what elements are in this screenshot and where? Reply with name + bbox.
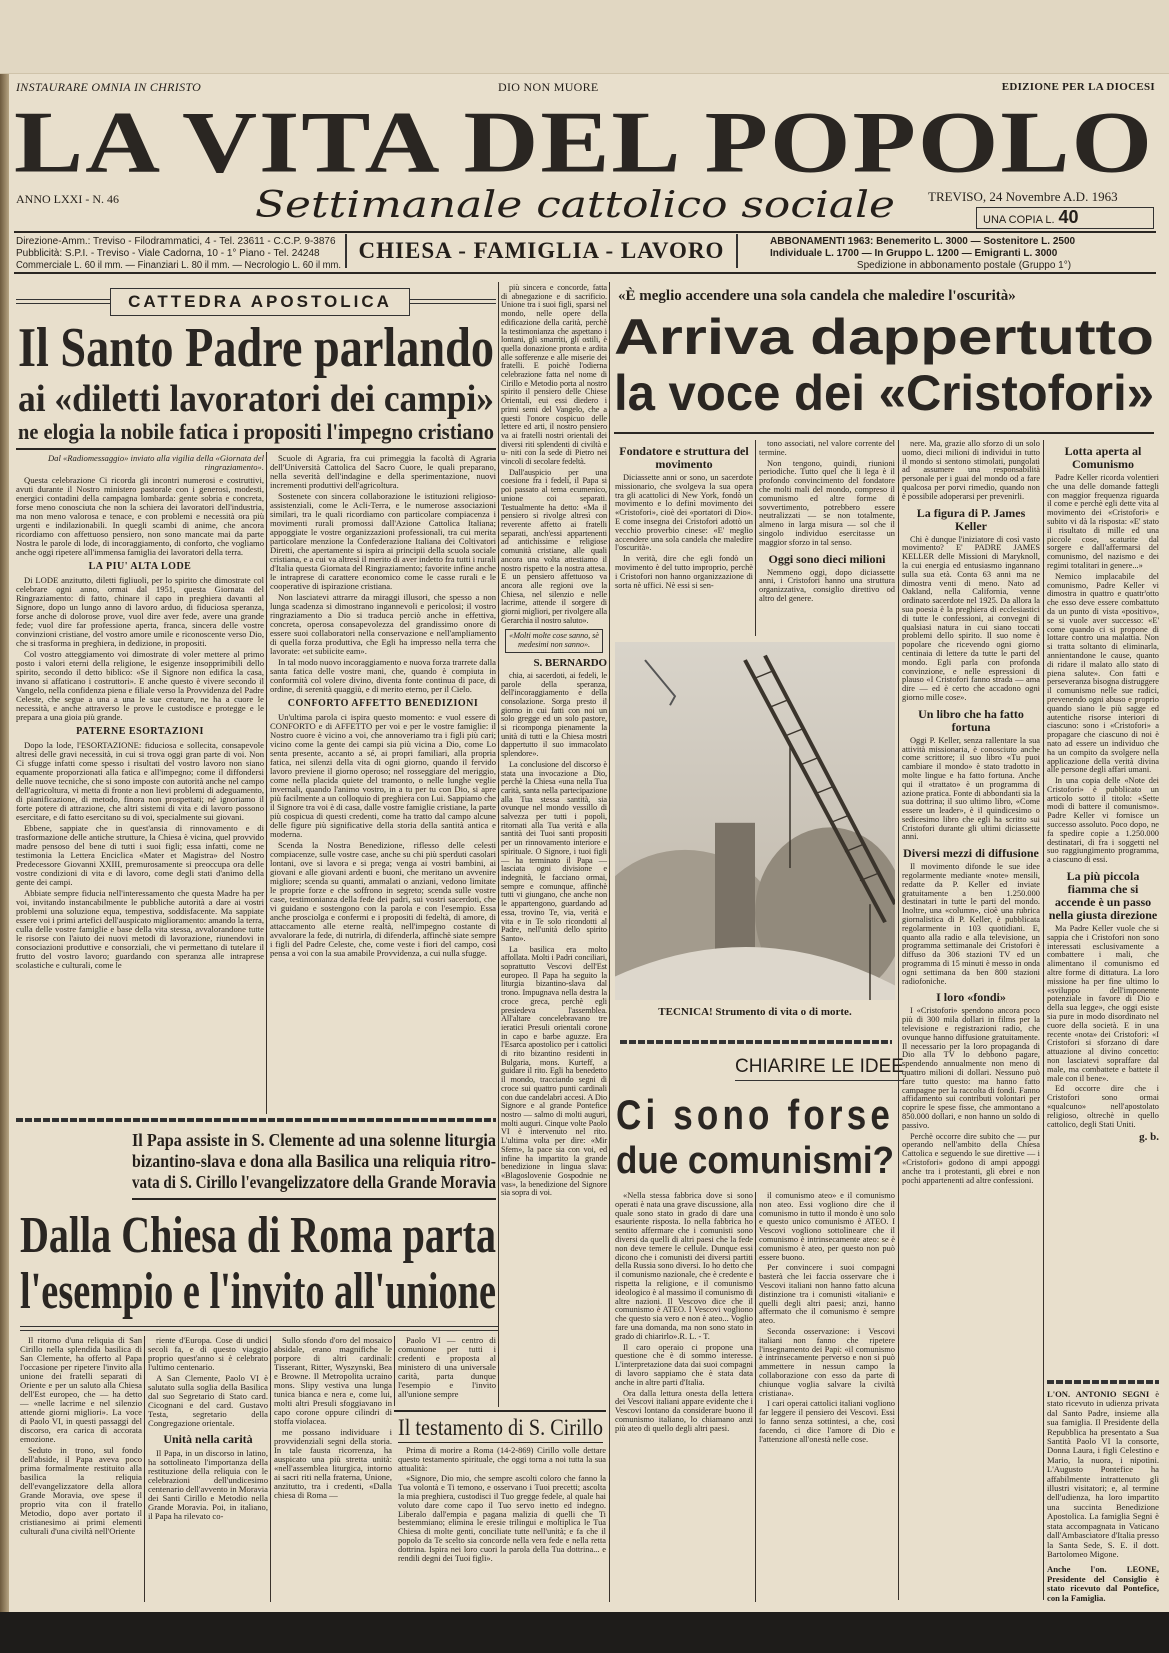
paragraph: La conclusione del discorso è stata una invocazione a Dio, perchè la Chiesa «una nella Tua carità, santa nella partecipazione alla Tua stessa santità, sia ovunque nel mondo vessillo di salvezza per tutti i popoli, ritornati alla Tua verità e alla santità dei Tuoi santi propositi per un rinnovamento interiore e spirituale. O Signore, i tuoi figli — ha terminato il Papa — lasciata ogni divisione e indegnità, le facciano ormai, sempre e comunque, affinchè tutti vi giungano, che anche non le appartengono, guardando ad essa, trovino Te, via, verità e vita e in Te solo ricondotti al Padre, nell'unità dello spirito Santo». <box>501 759 607 943</box>
cristofori-headline-2: la voce dei «Cristofori» <box>614 365 1154 421</box>
column-rule <box>394 1336 395 1406</box>
paragraph: Seconda osservazione: i Vescovi italiani non fanno che ripetere l'insegnamento dei Papi: «il comunismo è intrinsecamente perverso e non si può ammettere in nessun campo la collaborazione con esso da parte di chiunque voglia salvare la civiltà cristiana». <box>759 1326 895 1398</box>
dateline: TREVISO, 24 Novembre A.D. 1963 <box>928 189 1118 204</box>
paragraph: Di LODE anzitutto, diletti figliuoli, per lo spirito che dimostrate col celebrare ogni anno, ormai dal 1951, questa Giornata del Ringraziamento: di fatto, chinare il capo in preghiera davanti al Signore, dopo un lungo anno di lavoro arduo, di fiduciosa speranza, forse anche di dolorose prove, vuol dire aver fede, avere una grande fede; vuol dire far professione aperta, franca, sincera delle vostre convinzioni cristiane, del vostro amore umile e riconoscente verso Dio, che si trasforma in preghiera, in dedizione, in propositi. <box>16 575 264 648</box>
paragraph: Il Papa, in un discorso in latino, ha sottolineato l'importanza della restituzione della reliquia con le celebrazioni dell'undicesimo centenario dell'avvento in Moravia dei Santi Cirillo e Metodio nella Grande Moravia. Poi, in italiano, il Papa ha rilevato co- <box>148 1448 268 1521</box>
paragraph: Prima di morire a Roma (14-2-869) Cirillo volle dettare questo testamento spirituale, che oggi torna a noi tutta la sua attualità: <box>398 1446 606 1473</box>
section-kicker: CATTEDRA APOSTOLICA <box>110 288 410 316</box>
divider <box>16 448 496 450</box>
paragraph: più sincera e concorde, fatta di abnegazione e di sacrificio. Unione tra i suoi figli, sparsi nel mondo, nelle opere della edificazione della carità, perchè la testimonianza che aspettano i lontani, gli smarriti, gli ostili, è quella donazione pronta e ardita alle sofferenze e alle miserie dei fratelli. E poichè l'odierna celebrazione fatta nel nome di Cirillo e Metodio porta al nostro spirito il pensiero delle Chiese Orientali, eui essi diedero i primi semi del Vangelo, che a questi l'onore cospicuo delle lettere ed arti, il nostro pensiero va ai fratelli nostri orientali dei diversi riti splendenti di civiltà e u- niti con la sede di Pietro nei vincoli di secolare fedeltà. <box>501 283 607 467</box>
price-box <box>976 207 1154 229</box>
lead-headline: Il Santo Padre parlando <box>18 317 494 379</box>
box-text: «Molti molte cose sanno, sè medesimi non sanno». <box>505 629 603 652</box>
paragraph: Abbiate sempre fiducia nell'interessamento che questa Madre ha per voi, invitando instancabilmente le pubbliche autorità a dare ai vostri problemi una soluzione equa, tempestiva, soddisfacente. Ma sappiate essere voi i primi artefici dell'auspicato miglioramento: amando la terra, culla delle vostre famiglie e base della vita stessa, avvalorandone tutte le risorse con l'aiuto dei nuovi metodi di lavorazione, riunendovi in consociazioni produttive e consorziali, che vi permettano di tutelare il frutto del vostro lavoro; guardando con speranza alle intraprese scolastiche e culturali, come le <box>16 888 264 970</box>
paragraph: Diciassette anni or sono, un sacerdote missionario, che svolgeva la sua opera tra gli acattolici di New York, fondò un movimento e lo definì movimento dei «Cristofori», cioè dei «portatori di Dio». E come insegna dei Cristofori adottò un vecchio proverbio cinese: «E' meglio accendere una sola candela che maledire l'oscurità». <box>615 473 753 553</box>
subheading: LA PIU' ALTA LODE <box>88 561 192 572</box>
column-rule <box>609 282 610 1602</box>
paragraph: Questa celebrazione Ci ricorda gli incontri numerosi e costruttivi, avuti durante il Nostro ministero pastorale con i generosi, modesti, energici contadini della campagna lombarda: gente sobria e concreta, forse meno conosciuta che non la schiera dei lavoratori dell'industria, ma non meno valorosa e tenace, e con problemi e necessità ora più urgenti e indilazionabili. In quegli scambi di anime, che ancora ricordiamo con affettuoso pensiero, non sono mancate mai da parte Nostra le parole di lode, di incoraggiamento, di conforto, che vogliamo anche oggi ripetere all'immensa famiglia dei lavoratori della terra. <box>16 475 264 557</box>
moravia-deck <box>132 1130 496 1193</box>
publisher-info <box>16 236 341 272</box>
issue-number: ANNO LXXI - N. 46 <box>16 192 119 206</box>
technical-photo <box>615 642 895 1000</box>
cristofori-headline: Arriva dappertutto <box>614 309 1154 365</box>
subheading: Fondatore e struttura del movimento <box>619 444 749 471</box>
paragraph: I «Cristofori» spendono ancora poco più di 300 mila dollari in films per la televisione e registrazioni radio, che ovunque hanno diffusione gratuitamente. Il necessario per la loro propaganda di Dio alla TV lo debbono pagare, spendendo annualmente non meno di quattro milioni di dollari. Nessuno può fare tutto questo: ma hanno fatto campagne per la raccolta di fondi. Fanno affidamento sui contributi volontari per coprire le spese fisse, che ammontano a 850.000 dollari, e non hanno un soldo di passivo. <box>902 1006 1040 1130</box>
cristofori-column-4 <box>1047 440 1159 1146</box>
info-line: Pubblicità: S.P.I. - Treviso - Viale Cadorna, 10 - 1° Piano - Tel. 24248 <box>16 248 320 259</box>
paragraph: I cari operai cattolici italiani vogliono far leggere il pensiero dei Vescovi. Essi lo fanno senza sottintesi, a che, così facendo, ci dice l'amore di Dio e l'attenzione all'onestà nelle cose. <box>759 1399 895 1444</box>
subheading: La figura di P. James Keller <box>916 505 1026 533</box>
divider <box>1047 1380 1159 1384</box>
paragraph: Ma Padre Keller vuole che si sappia che i Cristofori non sono interessati esclusivamente a combattere i mali, che alimentano il comunismo ed altre forme di dittatura. La loro missione ha per fine ultimo lo «sviluppo dell'imponente potenziale in favore di Dio e della sua legge», che oggi esiste sia pure in modo disordinato nel cuore della società. E in una recente «nota» dei Cristofori: «I Cristofori si sforzano di dare attuazione al divino concetto: non lasciatevi sopraffare dal male, ma combattete e battete il male con il bene». <box>1047 924 1159 1083</box>
communism-column-1 <box>615 1192 753 1436</box>
motto-center: DIO NON MUORE <box>498 80 599 94</box>
lead-column-2 <box>270 454 496 960</box>
info-line: Individuale L. 1700 — In Gruppo L. 1200 — Emigranti L. 3000 <box>770 248 1058 259</box>
column-rule <box>498 282 499 1407</box>
paragraph: Non tengono, quindi, riunioni periodiche. Tutto quel che li lega è il profondo convincimento del fondatore che molti mali del mondo, compreso il comunismo ed altre forme di sovvertimento, potrebbero essere neutralizzati — se non totalmente, almeno in larga misura — sol che il singolo individuo esercitasse un maggior sforzo in tal senso. <box>759 458 895 547</box>
price-value: 40 <box>1058 207 1079 227</box>
paragraph: Scenda la Nostra Benedizione, riflesso delle celesti compiacenze, sulle vostre case, anche su chi più sperduti casolari lontani, ove si lavora e si prega; venga ai vostri bambini, ai giovani e alle giovani ardenti e buoni, che meritano un avvenire migliore; scenda su quanti, ammalati o anziani, vedono limitate le proprie forze e che soffrono in segreto; scenda sulle vostre case, testimonianza della fede dei padri, sui vostri sacerdoti, che vi guidano e sostengono con la parola e con l'esempio. Essa anche prosciolga e confermi e i propositi di fedeltà, di amore, di attaccamento alle eterne realtà, nell'impegno costante di avvalorare la fede, di nutrirla, di difenderla, affinchè siate sempre i figli del Padre Celeste, che, come veste i fiori del campo, così pensa a voi con la sua amabile Provvidenza, a cui nulla sfugge. <box>270 840 496 958</box>
cristofori-column-1 <box>615 440 753 592</box>
paragraph: il comunismo ateo» e il comunismo non ateo. Essi vogliono dire che il comunismo in tutto il mondo è uno solo e questo unico comunismo è ATEO. I Vescovi vogliono sottolineare che il comunismo è intrinsecamente ateo: se è comunismo è ateo, per questo non può essere buono. <box>759 1191 895 1262</box>
paragraph: Padre Keller ricorda volentieri che una delle domande fattegli con maggior frequenza riguarda il come e perchè egli dette vita al movimento dei «Cristofori» e subito vi dà la risposta: «E' stato il risultato di mille ed una piccole cose, scaturite dal sorgere e dall'affermarsi del comunismo, del nazismo e dei regimi totalitari in genere...» <box>1047 473 1159 570</box>
deck-line: vata di S. Cirillo l'evangelizzatore della Grande Moravia <box>132 1172 496 1192</box>
paragraph: Sullo sfondo d'oro del mosaico absidale, erano magnifiche le porpore di altri cardinali: Tisserant, Ritter, Wyszynski, Bea e Browne. Il Metropolita ucraino mons. Slipy vestiva una lunga tunica bianca e nera e, come lui, molti altri Presuli sfoggiavano in capo corone oppure cilindri di stoffa violacea. <box>274 1335 392 1426</box>
divider <box>16 1118 496 1122</box>
subheading: Diversi mezzi di diffusione <box>903 846 1039 861</box>
paragraph: Oggi P. Keller, senza rallentare la sua attività missionaria, è conosciuto anche come scrittore; il suo libro «Tu puoi cambiare il mondo» è stato tradotto in molte lingue e ha fatto fortuna. Anche qui il «trattato» è un programma di azione pratica. Fonte di abbondanti sia la sua dottrina; il suo ultimo libro, «Come essere un leader», è il quindicesimo o sedicesimo libro che egli ha scritto sui Cristofori durante gli ultimi diciassette anni. <box>902 735 1040 842</box>
paragraph: La basilica era molto affollata. Molti i Padri conciliari, soprattutto Vescovi dell'Est europeo. Il Papa ha seguito la liturgia bizantino-slava dal trono. Impugnava nella destra la croce greca, perchè egli presiedeva l'assemblea. All'altare concelebravano tre ieratici Presuli orientali corone in capo e barbe aguzze. Era l'Esarca apostolico per i cattolici di rito bizantino residenti in Bulgaria, mons. Kurteff, a guidare il rito. Egli ha benedetto il mondo, tracciando segni di croce sui quattro punti cardinali con due candelabri accesi. A Dio Signore e al grande Pontefice nostro — salmo di molti auguri, molti auguri. Cinque volte Paolo VI è intervenuto nel rito. L'ultima volta per dire: «Mir Sfem», la pace sia con voi, ed infine ha impartito la grande benedizione in lingua slava: «Blagoslovenie Gospodnie ne vas», la benedizione del Signore sia sopra di voi. <box>501 944 607 1198</box>
moravia-column-3 <box>274 1336 392 1502</box>
communism-column-2 <box>759 1192 895 1446</box>
paragraph: Sostenete con sincera collaborazione le istituzioni religioso-assistenziali, come le Acli-Terra, e le numerose associazioni similari, tra le quali ricordiamo con particolare compiacenza i movimenti rurali promossi dall'Azione Cattolica Italiana; appoggiate le vostre organizzazioni professionali, tra cui merita particolare menzione la Confederazione Italiana dei Coltivatori Diretti, che apertamente si ispira ai principii della scuola sociale cristiana, e a cui va altresì il merito di aver indetto fra tutti i rurali d'Italia questa Giornata del Ringraziamento; favorite infine anche le intraprese di carattere economico come le casse rurali e le cooperative di ispirazione cristiana. <box>270 491 496 591</box>
divider <box>132 1198 496 1200</box>
moravia-headline: Dalla Chiesa di Roma parta <box>20 1207 496 1264</box>
newspaper-title: LA VITA DEL POPOLO <box>14 93 1154 191</box>
subheading: Oggi sono dieci milioni <box>768 551 886 566</box>
paragraph: Ora dalla lettura onesta della lettera dei Vescovi italiani appare evidente che i Vescovi lontano da considerare buono il comunismo italiano, lo chiamano anzi più ateo di quello degli altri paesi. <box>615 1388 753 1433</box>
lead-headline-3: ne elogia la nobile fatica i propositi l'impegno cristiano <box>18 419 494 444</box>
motto: INSTAURARE OMNIA IN CHRISTO <box>16 80 202 94</box>
testament-text <box>398 1447 606 1565</box>
paragraph: Dopo la lode, l'ESORTAZIONE: fiduciosa e sollecita, consapevole altresì delle gravi necessità, in cui si trova oggi gran parte di voi. Non Ci sfugge infatti come spesso i risultati del vostro lavoro non siano equamente proporzionati alla fatica e all'impegno; come il diffondersi delle nuove tecniche, che si sono imposte con autorità anche nel campo dell'agricoltura, vi metta di fronte a non lievi problemi di adeguamento, di pianificazione, di metodo, finora non prospettati; né ignoriamo il forte potere di attrazione, che altri sistemi di vita e di lavoro possono esercitare, e di fatto esercitano su di voi, specialmente sui giovani. <box>16 740 264 822</box>
previous-page-strip <box>0 0 1169 74</box>
paragraph: Un'ultima parola ci ispira questo momento: e vuol essere di CONFORTO e di AFFETTO per voi e per le vostre famiglie: il Nostro cuore è vicino a voi, che annoveriamo tra i figli più cari; vicino come la gente dei campi sia più vicina a Dio, come Lo senta presente, accanto a sé, ai propri familiari, alla propria fatica, nei silenzi della vita di ogni giorno, quando il fervido lavoro previene il giorno operoso; nel rosseggiare del meriggio, come nella placida quiete del tramonto, o nelle lunghe veglie invernali, quando l'animo vostro, in a tu per tu con Dio, si apre più facilmente a un colloquio di preghiera con Lui. Sappiamo che il Signore tra voi è di casa, dalle vostre famiglie cristiane, la parte più cospicua di questi credenti, come ha tratto dal campo alcune delle figure più significative della storia della santità antica e moderna. <box>270 712 496 839</box>
divider <box>394 1410 606 1412</box>
sig-text: g. b. <box>1139 1131 1159 1144</box>
edition-label: EDIZIONE PER LA DIOCESI <box>1001 81 1155 93</box>
subheading: CONFORTO AFFETTO BENEDIZIONI <box>287 698 479 709</box>
moravia-column-2 <box>148 1336 268 1523</box>
paragraph: In verità, dire che egli fondò un movimento è del tutto improprio, perchè i Cristofori non hanno organizzazione di sorta nè uffici. Nè essi si sen- <box>615 554 753 590</box>
subheading: PATERNE ESORTAZIONI <box>76 726 204 737</box>
paragraph: Col vostro atteggiamento voi dimostrate di voler mettere al primo posto i valori eterni della religione, le esigenze insopprimibili dello spirito, secondo il detto biblico: «Se il Signore non edifica la casa, invano si affaticano i costruttori». E anche questo è vivere secondo il Vangelo, nella confidenza piena e filiale verso la Provvidenza del Padre Celeste, che segue a una a una le sue creature, ne ha a cuore le necessità, e anche attraverso le prove le custodisce e protegge e le prepara a una gioia più grande. <box>16 649 264 722</box>
testament-title: Il testamento di S. Cirillo <box>398 1415 603 1440</box>
deck-line: bizantino-slava e dona alla Basilica una reliquia ritro- <box>132 1151 496 1171</box>
paragraph: nere. Ma, grazie allo sforzo di un solo uomo, dieci milioni di individui in tutto il mondo si sentono stimolati, pungolati ad assumere una responsabilità personale per i guai del mondo od a fare qualcosa per porvi rimedio, quando non è possibile adoperarsi per prevenirli. <box>902 439 1040 501</box>
cristofori-column-3 <box>902 440 1040 1187</box>
paragraph: Seduto in trono, sul fondo dell'abside, il Papa aveva poco prima formalmente restituito alla basilica la reliquia dell'evangelizzatore della allora Grande Moravia, ove spese il proprio vita con il fratello Metodio, dopo aver portato il cristianesimo ai primi elementi culturali d'una civiltà nell'Oriente <box>20 1445 142 1536</box>
paragraph: Nemico implacabile del comunismo, Padre Keller vi dimostra in quattro e quattr'otto che esso deve essere combattuto da un punto di vista «positivo», se si vuole aver successo: «E' come quando ci si propone di lottare contro una malattia. Non si tratta soltanto di eliminarla, annientandone le cause, quanto di ridare il malato allo stato di piena salute». Con fatti e perseveranza bisogna distruggere il comunismo nelle sue radici, prevenendo ogni abuso e proprio quando siano le più sagge ed autentiche risorse interiori di ciascuno: sono i «Cristofori» a propagare che ciascuno di noi è nato ad essere un individuo che ha un compito da svolgere nella applicazione della verità divina alle persone degli affari umani. <box>1047 571 1159 775</box>
subheading: I loro «fondi» <box>936 990 1006 1005</box>
it-text: Dal «Radiomessaggio» inviato alla vigilia della «Giornata del ringraziamento». <box>47 453 264 472</box>
paragraph: Perchè occorre dire subito che — pur operando nell'ambito della Chiesa Cattolica e seguendo le sue direttive — i «Cristofori» godono di ampi appoggi anche tra i protestanti, gli ebrei e non pochi appartenenti ad altre confessioni. <box>902 1131 1040 1185</box>
news-text: Anche l'on. LEONE, Presidente del Consiglio è stato ricevuto dal Pontefice, con la Famiglia. <box>1047 1564 1159 1603</box>
info-line: Direzione-Amm.: Treviso - Filodrammatici, 4 - Tel. 23611 - C.C.P. 9-3876 <box>16 236 336 247</box>
paragraph: A San Clemente, Paolo VI è salutato sulla soglia della Basilica dal suo Segretario di Stato card. Cicognani e del card. Gustavo Testa, segretario della Congregazione orientale. <box>148 1373 268 1428</box>
section-kicker: CHIARIRE LE IDEE <box>735 1056 904 1081</box>
deck-line: Il Papa assiste in S. Clemente ad una solenne liturgia <box>132 1130 496 1150</box>
paragraph: Il ritorno d'una reliquia di San Cirillo nella splendida basilica di San Clemente, ha offerto al Papa l'occasione per ripetere l'invito alla unione dei fratelli separati di Oriente e per un saluto alla Chiesa dell'Est europeo, che — ha detto — «nelle lacrime e nel silenzio attende giorni migliori». La voce di Paolo VI, in questi passaggi del discorso, era carica di accorata emozione. <box>20 1335 142 1444</box>
paragraph: Dall'auspicio per una coesione fra i fedeli, il Papa si poi passato al tema ecumenico, unione coi separati. Testualmente ha detto: «Ma il pensiero si rivolge altresì con reverente affetto ai fratelli separati, anch'essi appartenenti ad antichissime e religiose comunità cristiane, alle quali ancora una volta attestiamo il nostro rispetto e la nostra attesa. E un pensiero affettuoso va ancora alle regioni ove la Chiesa, nel silenzio e nelle lacrime, attende il sorgere di giorni migliori, per rivolgere alla Gerarchia il nostro saluto». <box>501 467 607 625</box>
divider <box>614 432 1154 434</box>
paragraph: Il caro operaio ci propone una questione che è di sommo interesse. L'interpretazione data dai suoi compagni di lavoro sappiamo che è stata data anche in altre parti d'Italia. <box>615 1342 753 1387</box>
info-line: Spedizione in abbonamento postale (Gruppo 1°) <box>856 260 1072 271</box>
newspaper-subtitle: Settimanale cattolico sociale <box>255 185 895 226</box>
paragraph: Il movimento difonde le sue idee regolarmente mediante «note» mensili, redatte da P. Keller ed inviate gratuitamente a ben 1.250.000 destinatari in tutte le parti del mondo. Inoltre, una «column», cioè una rubrica giornalistica di P. Keller, è pubblicata regolarmente in 103 quotidiani. E, quanto alla radio e alla televisione, un programma settimanale dei Cristofori è diffuso da 306 stazioni TV ed un programma di 15 minuti è messo in onda ogni settimana da ben 800 stazioni radiofoniche. <box>902 862 1040 986</box>
subheading: La più piccola fiamma che si accende è un passo nella giusta direzione <box>1048 869 1158 923</box>
communism-headline: Ci sono forse <box>616 1091 894 1138</box>
divider <box>14 231 1156 233</box>
paragraph: chia, ai sacerdoti, ai fedeli, le parole della speranza, dell'incoraggiamento e della consolazione. Sorga presto il giorno in cui fatti con noi un solo gregge ed un solo pastore, si ricomponga pienamente la unità di tutti e la Chiesa mostri dappertutto il suo immacolato splendore». <box>501 670 607 759</box>
sig-text: S. BERNARDO <box>533 656 607 669</box>
divider <box>20 1326 498 1331</box>
column-rule <box>898 440 899 1600</box>
moravia-column-4 <box>398 1336 496 1401</box>
paragraph: «Signore, Dio mio, che sempre ascolti coloro che fanno la Tua volontà e Ti temono, e osservano i Tuoi precetti; ascolta la mia preghiera, custodisci il Tuo gregge fedele, al quale hai voluto dare come capo il Tuo servo inetto ed indegno. Liberalo dall'empia e pagana malizia di quelli che Ti bestemmiano; elimina le eresie trilingui e moltiplica le Tua Chiesa di molte genti, conciliate tutte nell'unità; e fa che il popolo da Te scelto sia concorde nella vera fede e nella retta dottrina. Ispira nei loro cuori la parola della Tua dottrina... e rendili degni dei Tuoi figli». <box>398 1474 606 1563</box>
paragraph: Ebbene, sappiate che in quest'ansia di rinnovamento e di trasformazione delle antiche strutture, la Chiesa è vicina, quel provvido madre pensoso del bene di tutti i suoi figli; essa infatti, come ne testimonia la Lettera Enciclica «Mater et Magistra» del Nostro Predecessore Giovanni XXIII, premurosamente si preoccupa ora delle vostre condizioni di vita e di lavoro, come degli stati d'animo della gente dei campi. <box>16 823 264 887</box>
column-rule <box>144 1336 145 1602</box>
segni-news <box>1047 1390 1159 1605</box>
divider <box>620 1040 892 1044</box>
paragraph: «Nella stessa fabbrica dove si sono operati è nata una grave discussione, alla quale sono stato in grado di dare una esauriente risposta. Io nella fabbrica ho sentito affermare che i comunisti sono diversi da quelli di altri paesi che la fede non deve temere le cellule. Dunque essi dicono che i comunisti dei diversi partiti della Russia sono diversi. Io ho detto che il comunismo nazionale, che è credente e rispetta la religione, e il comunismo ideologico è al massimo il comunismo di altre nazioni. Il Vescovo dice che il comunismo è ATEO. I Vescovi vogliono che questo sia vero e non è ateo... Voglio fare una domanda, ma non sono stato in grado di chiarirlo».R. L. - T. <box>615 1191 753 1341</box>
news-text: è stato ricevuto in udienza privata dal Santo Padre, insieme alla sua famiglia. Il Presidente della Repubblica ha presentato a Sua Santità Paolo VI la consorte, Donna Laura, i figli Celestino e Mario, la nuora, i nipotini. L'Augusto Pontefice ha affabilmente intrattenuto gli illustri visitatori; e, al termine dell'udienza, ha loro impartito una succinta Benedizione Apostolica. La famiglia Segni è stata accompagnata in Vaticano dall'Ambasciatore d'Italia presso la Santa Sede, S. E. il dott. Bartolomeo Migone. <box>1047 1389 1160 1559</box>
info-line: ABBONAMENTI 1963: Benemerito L. 3000 — Sostenitore L. 2500 <box>770 236 1076 247</box>
column-rule <box>1043 440 1044 1600</box>
column-rule <box>266 452 267 1114</box>
cristofori-column-2 <box>759 440 895 606</box>
paragraph: Nemmeno oggi, dopo diciassette anni, i Cristofori hanno una struttura organizzativa, consiglio direttivo od altro del genere. <box>759 567 895 603</box>
moravia-column-1 <box>20 1336 142 1538</box>
news-lead: L'ON. ANTONIO SEGNI <box>1047 1389 1150 1399</box>
paragraph: Paolo VI — centro di comunione per tutti i credenti e proposta al ministero di una universale carità, parta dunque l'esempio e l'invito all'unione sempre <box>398 1335 496 1399</box>
price-label: UNA COPIA L. <box>983 214 1055 226</box>
communism-headline-2: due comunismi? <box>616 1140 894 1182</box>
paragraph: Ed occorre dire che i Cristofori sono ormai «qualcuno» nell'apostolato religioso, oltrechè in quello cattolico, degli Stati Uniti. <box>1047 1084 1159 1129</box>
moravia-headline-2: l'esempio e l'invito all'unione <box>20 1263 496 1320</box>
lead-headline-2: ai «diletti lavoratori dei campi» <box>18 378 494 420</box>
paragraph: In tal modo nuovo incoraggiamento e nuova forza trarrete dalla santa fatica delle vostre mani, che, quando è compiuta in conformità col volere divino, diventa fonte continua di pace, di ordine, di serenità quaggiù, e di merito eterno, per il Cielo. <box>270 657 496 694</box>
paragraph: me possano individuare i provvidenziali segni della storia. In tale fausta ricorrenza, ha auspicato una più stretta unità: «nell'assemblea liturgica, intorno ai sacri riti nella fraterna, Unione, anzitutto, tra i credenti, «Dalla chiesa di Roma — <box>274 1427 392 1500</box>
column-rule <box>755 1192 756 1602</box>
paragraph: Per convincere i suoi compagni basterà che lei faccia osservare che i Vescovi italiani non hanno fatto alcuna distinzione tra i comunisti «italiani» e quelli degli altri paesi; anzi, hanno affermato che il comunismo è sempre ateo. <box>759 1263 895 1326</box>
column-rule <box>270 1336 271 1602</box>
middle-column <box>501 284 607 1200</box>
info-line: Commerciale L. 60 il mm. — Finanziari L. 80 il mm. — Necrologio L. 60 il mm. <box>16 260 341 271</box>
lead-column-1 <box>16 454 264 972</box>
industrial-conveyor-image <box>615 642 895 1000</box>
subheading: Unità nella carità <box>163 1432 253 1446</box>
paragraph: Chi è dunque l'iniziatore di così vasto movimento? E' PADRE JAMES KELLER delle Missioni di Maryknoll, la cui energia ed entusiasmo ingannano sulla sua età. Conta 63 anni ma ne dimostra venti di meno. Nato ad Oakland, nella California, venne ordinato sacerdote nel 1925. Da allora la sua poesia è la preghiera di ecclesiastici di tutte le confessioni, ai convegni di qualsiasi natura in cui siano toccati problemi dello spirito. Il suo nome è popolare che ricevendo ogni giorno centinaia di lettere da tutte le parti del mondo. Egli parla con profonda convinzione, e nelle espressioni di plauso «I Cristofori fanno strada — ama dire — ed è certo che accadono ogni giorno mille cose». <box>902 534 1040 702</box>
paragraph: In una copia delle «Note dei Cristofori» è pubblicato un articolo sotto il titolo: «Sette modi di battere il comunismo». Padre Keller vi fornisce un successo assoluto. Poco dopo, ne fa spedire copie a 1.250.000 destinatari, di fra i soggetti nel suo raggiungimento programma, a ciascuno di essi. <box>1047 776 1159 865</box>
divider <box>14 272 1156 274</box>
photo-caption: TECNICA! Strumento di vita o di morte. <box>658 1006 852 1018</box>
paragraph: Non lasciatevi attrarre da miraggi illusori, che spesso a non lunga scadenza si dimostrano ingannevoli e pericolosi; il vostro ringraziamento a Dio si traduca perciò anche in effettiva, concreta, operosa consapevolezza del grandissimo onore di essere suoi collaboratori nella conservazione e nell'ampliamento di quella forza produttiva, che Egli ha impresso nella terra che lavorate: «et subiicite eam». <box>270 592 496 656</box>
paragraph: riente d'Europa. Cose di undici secoli fa, e di questo viaggio proprio quest'anno si è celebrato l'ultimo centenario. <box>148 1335 268 1372</box>
column-rule <box>755 440 756 636</box>
subheading: Un libro che ha fatto fortuna <box>918 706 1024 734</box>
quote-kicker: «È meglio accendere una sola candela che maledire l'oscurità» <box>618 288 1016 304</box>
subheading: Lotta aperta al Comunismo <box>1064 444 1142 471</box>
divider <box>398 1442 603 1443</box>
subscription-info <box>770 236 1158 272</box>
paragraph: Scuole di Agraria, fra cui primeggia la facoltà di Agraria dell'Università Cattolica del Sacro Cuore, le quali preparano, nella severità dell'indagine e della sperimentazione, nuovi incrementi produttivi dell'agricoltura. <box>270 453 496 490</box>
slogan: CHIESA - FAMIGLIA - LAVORO <box>345 234 738 268</box>
paragraph: tono associati, nel valore corrente del termine. <box>759 439 895 457</box>
